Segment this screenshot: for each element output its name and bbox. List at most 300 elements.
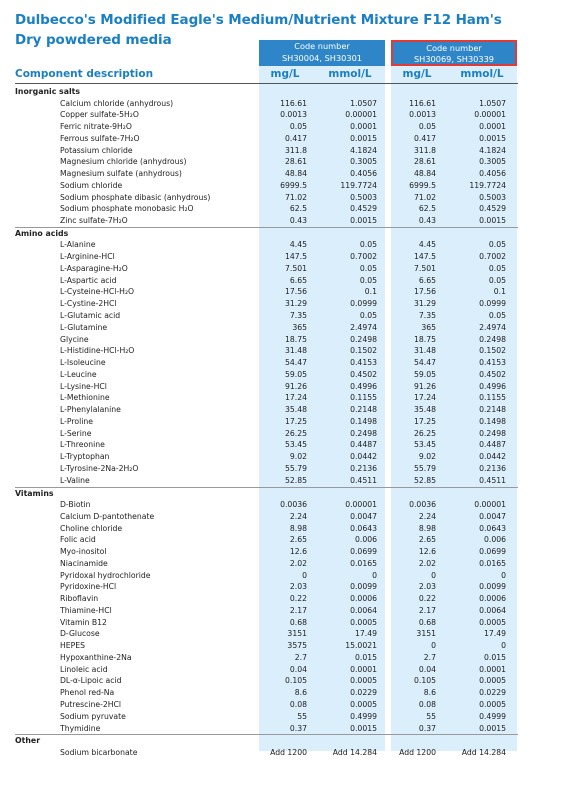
mg-value-2: 0.37 [418, 723, 436, 733]
table-row [0, 605, 561, 617]
mg-value-1: 0.04 [289, 664, 307, 674]
mmol-value-1: 0.0064 [350, 605, 377, 615]
mg-value-2: 17.56 [413, 287, 436, 297]
mmol-value-2: 2.4974 [479, 322, 506, 332]
mg-value-1: 4.45 [289, 240, 307, 250]
mmol-value-2: 0.0999 [479, 299, 506, 309]
table-row [0, 523, 561, 535]
mg-value-1: 311.8 [284, 145, 307, 155]
table-row [0, 322, 561, 334]
mg-value-1: 12.6 [289, 547, 307, 557]
mmol-value-2: 0 [501, 570, 506, 580]
mmol-value-2: 0.4529 [479, 204, 506, 214]
table-row [0, 357, 561, 369]
mmol-value-2: 0.1155 [479, 393, 506, 403]
table-row [0, 581, 561, 593]
component-name: L-Tyrosine-2Na-2H₂O [60, 463, 139, 473]
group-name: Inorganic salts [15, 87, 80, 96]
table-row [0, 286, 561, 298]
mg-value-2: 6.65 [418, 275, 436, 285]
table-row [0, 133, 561, 145]
mmol-value-2: 0.00001 [474, 110, 506, 120]
mmol-value-1: 0.4502 [350, 369, 377, 379]
mmol-value-2: 0.05 [488, 263, 506, 273]
component-name: L-Arginine-HCl [60, 252, 115, 262]
mg-value-1: 365 [292, 322, 307, 332]
mg-value-2: 2.65 [418, 535, 436, 545]
table-row [0, 203, 561, 215]
component-name: L-Isoleucine [60, 358, 106, 368]
component-name: L-Alanine [60, 240, 96, 250]
table-row [0, 699, 561, 711]
component-name: Sodium phosphate dibasic (anhydrous) [60, 192, 211, 202]
mmol-value-1: 0.1155 [350, 393, 377, 403]
header-rule [15, 83, 518, 84]
table-row [0, 98, 561, 110]
mmol-value-2: 0.0001 [479, 122, 506, 132]
mg-value-2: 52.85 [413, 475, 436, 485]
mmol-value-1: 0.2136 [350, 463, 377, 473]
component-name: Copper sulfate-5H₂O [60, 110, 139, 120]
component-name: Pyridoxal hydrochloride [60, 570, 151, 580]
mmol-value-2: 0.0006 [479, 594, 506, 604]
mmol-value-1: 0.4529 [350, 204, 377, 214]
table-row [0, 263, 561, 275]
mmol-value-2: 0.0229 [479, 688, 506, 698]
mg-value-1: 2.03 [289, 582, 307, 592]
table-row [0, 392, 561, 404]
mmol-value-1: 0.00001 [345, 500, 377, 509]
table-row [0, 298, 561, 310]
mmol-value-2: 0.00001 [474, 500, 506, 509]
mg-value-1: 91.26 [284, 381, 307, 391]
component-name: L-Lysine-HCl [60, 381, 107, 391]
mg-value-1: 147.5 [284, 252, 307, 262]
mg-value-2: 116.61 [409, 98, 436, 108]
mg-value-1: 26.25 [284, 428, 307, 438]
mg-value-2: 2.02 [418, 558, 436, 568]
mg-value-2: 91.26 [413, 381, 436, 391]
table-row [0, 475, 561, 487]
component-name: Linoleic acid [60, 664, 108, 674]
mmol-value-1: 0.0001 [350, 664, 377, 674]
mmol-value-2: 0.006 [483, 535, 506, 545]
mmol-value-2: 0.0015 [479, 723, 506, 733]
mmol-value-2: 0.0699 [479, 547, 506, 557]
mg-value-2: 0.05 [418, 122, 436, 132]
mmol-value-1: 0.006 [354, 535, 377, 545]
mmol-value-1: 0.4056 [350, 169, 377, 179]
mmol-value-1: 0.05 [359, 311, 377, 321]
mg-value-2: 7.501 [413, 263, 436, 273]
mmol-value-1: Add 14.284 [332, 747, 377, 757]
table-row [0, 192, 561, 204]
mmol-value-2: 0.0005 [479, 676, 506, 686]
mmol-value-2: 0.0643 [479, 523, 506, 533]
mmol-value-2: 119.7724 [469, 180, 506, 190]
mg-value-1: Add 1200 [270, 747, 307, 757]
mg-value-1: 2.24 [289, 511, 307, 521]
table-row [0, 180, 561, 192]
mmol-value-1: 0.2498 [350, 334, 377, 344]
mmol-value-2: 0.05 [488, 240, 506, 250]
mg-value-1: 0.08 [289, 700, 307, 710]
mg-value-1: 0.22 [289, 594, 307, 604]
mg-value-1: 31.29 [284, 299, 307, 309]
mmol-value-1: 0.0229 [350, 688, 377, 698]
code-number-header-2 [391, 40, 517, 66]
table-row [0, 664, 561, 676]
table-row [0, 617, 561, 629]
mmol-value-1: 0.4996 [350, 381, 377, 391]
mmol-value-2: 0.4996 [479, 381, 506, 391]
mg-value-2: 4.45 [418, 240, 436, 250]
mg-value-2: 71.02 [413, 192, 436, 202]
mmol-value-2: 0.5003 [479, 192, 506, 202]
mg-value-1: 2.65 [289, 535, 307, 545]
mg-value-1: 6999.5 [280, 180, 307, 190]
mmol-value-1: 0.05 [359, 275, 377, 285]
mg-value-1: 17.56 [284, 287, 307, 297]
component-name: L-Proline [60, 416, 93, 426]
mg-value-2: 28.61 [413, 157, 436, 167]
mmol-value-1: 0.4153 [350, 358, 377, 368]
component-name: L-Phenylalanine [60, 405, 121, 415]
component-name: Folic acid [60, 535, 96, 545]
table-row [0, 381, 561, 393]
component-name: Choline chloride [60, 523, 123, 533]
code-number-header-1 [259, 40, 385, 66]
mmol-value-1: 0.0015 [350, 133, 377, 143]
mg-value-1: 52.85 [284, 475, 307, 485]
component-name: Sodium chloride [60, 180, 123, 190]
mmol-value-1: 0.5003 [350, 192, 377, 202]
group-heading [0, 488, 561, 500]
mmol-value-2: 0.3005 [479, 157, 506, 167]
mg-value-2: 7.35 [418, 311, 436, 321]
component-name: Thymidine [60, 723, 101, 733]
mmol-value-2: 0.015 [483, 652, 506, 662]
mg-value-2: 0 [431, 570, 436, 580]
mmol-value-1: 0.4487 [350, 440, 377, 450]
table-row [0, 499, 561, 511]
mg-value-2: 3151 [416, 629, 436, 639]
group-heading [0, 735, 561, 747]
table-row [0, 239, 561, 251]
table-row [0, 463, 561, 475]
table-row [0, 439, 561, 451]
component-name: L-Histidine-HCl-H₂O [60, 346, 135, 356]
mg-value-1: 6.65 [289, 275, 307, 285]
mmol-value-2: 0.4153 [479, 358, 506, 368]
mmol-value-2: 0.1 [493, 287, 506, 297]
component-name: L-Asparagine-H₂O [60, 263, 128, 273]
mmol-value-1: 0.0099 [350, 582, 377, 592]
table-row [0, 593, 561, 605]
component-name: Sodium phosphate monobasic H₂O [60, 204, 194, 214]
mmol-value-2: 0.05 [488, 275, 506, 285]
component-name: Phenol red-Na [60, 688, 115, 698]
mg-value-1: 0.43 [289, 216, 307, 226]
mmol-value-2: 0.4487 [479, 440, 506, 450]
component-name: L-Leucine [60, 369, 97, 379]
mg-value-1: 0.0036 [280, 500, 307, 509]
mmol-value-1: 0.0005 [350, 676, 377, 686]
mmol-value-2: Add 14.284 [461, 747, 506, 757]
mmol-value-2: 0.7002 [479, 252, 506, 262]
mg-value-2: 35.48 [413, 405, 436, 415]
mg-value-1: 28.61 [284, 157, 307, 167]
table-row [0, 723, 561, 735]
mmol-value-1: 0.0643 [350, 523, 377, 533]
mmol-value-2: 0.4511 [479, 475, 506, 485]
mmol-value-2: 0.1502 [479, 346, 506, 356]
table-row [0, 687, 561, 699]
mg-value-2: 0.0036 [409, 500, 436, 509]
code-values: SH30069, SH30339 [413, 53, 494, 64]
mmol-value-1: 0.4511 [350, 475, 377, 485]
mg-value-1: 48.84 [284, 169, 307, 179]
mg-header-2: mg/L [402, 68, 432, 80]
mmol-value-1: 0.2148 [350, 405, 377, 415]
mg-value-2: 2.17 [418, 605, 436, 615]
mg-value-1: 59.05 [284, 369, 307, 379]
mg-value-2: 55 [426, 711, 436, 721]
mg-value-2: 62.5 [418, 204, 436, 214]
component-name: Potassium chloride [60, 145, 133, 155]
component-name: L-Methionine [60, 393, 110, 403]
component-name: Sodium bicarbonate [60, 747, 138, 757]
mmol-value-2: 0.0047 [479, 511, 506, 521]
mmol-value-2: 0.0064 [479, 605, 506, 615]
group-name: Amino acids [15, 228, 69, 238]
mg-value-1: 31.48 [284, 346, 307, 356]
mmol-header-1: mmol/L [328, 68, 372, 80]
mmol-value-1: 4.1824 [350, 145, 377, 155]
mg-value-2: 2.03 [418, 582, 436, 592]
mg-value-2: 31.48 [413, 346, 436, 356]
mg-value-1: 17.24 [284, 393, 307, 403]
mmol-value-1: 0 [372, 570, 377, 580]
component-name: Putrescine-2HCl [60, 700, 122, 710]
component-name: Ferrous sulfate-7H₂O [60, 133, 140, 143]
mg-value-2: 18.75 [413, 334, 436, 344]
mmol-value-2: 0.2498 [479, 428, 506, 438]
mg-value-1: 2.7 [294, 652, 307, 662]
table-row [0, 652, 561, 664]
mg-value-2: 31.29 [413, 299, 436, 309]
mg-header-1: mg/L [270, 68, 300, 80]
mg-value-2: 0.68 [418, 617, 436, 627]
table-row [0, 416, 561, 428]
mmol-value-1: 0.0047 [350, 511, 377, 521]
mg-value-1: 116.61 [280, 98, 307, 108]
mg-value-2: 0.105 [413, 676, 436, 686]
mg-value-2: 26.25 [413, 428, 436, 438]
mg-value-2: 0.08 [418, 700, 436, 710]
table-row [0, 404, 561, 416]
mmol-value-2: 0.4502 [479, 369, 506, 379]
table-row [0, 109, 561, 121]
mg-value-2: 2.7 [423, 652, 436, 662]
mmol-value-2: 0.0015 [479, 216, 506, 226]
mg-value-1: 53.45 [284, 440, 307, 450]
mg-value-1: 55 [297, 711, 307, 721]
table-row [0, 168, 561, 180]
component-name: Magnesium sulfate (anhydrous) [60, 169, 182, 179]
mg-value-1: 0 [302, 570, 307, 580]
mmol-value-2: 0.0005 [479, 617, 506, 627]
mmol-value-2: 0.0165 [479, 558, 506, 568]
mg-value-1: 8.98 [289, 523, 307, 533]
mg-value-2: 9.02 [418, 452, 436, 462]
mmol-value-1: 119.7724 [340, 180, 377, 190]
mg-value-1: 7.35 [289, 311, 307, 321]
table-row [0, 628, 561, 640]
mg-value-2: 365 [421, 322, 436, 332]
mg-value-2: 0.417 [413, 133, 436, 143]
title-line-1: Dulbecco's Modified Eagle's Medium/Nutrient Mixture F12 Ham's [15, 12, 502, 28]
mmol-value-2: 4.1824 [479, 145, 506, 155]
mg-value-1: 0.105 [284, 676, 307, 686]
mg-value-1: 0.05 [289, 122, 307, 132]
mmol-value-1: 0.1 [364, 287, 377, 297]
table-row [0, 275, 561, 287]
component-name: Thiamine-HCl [60, 605, 112, 615]
title-line-2: Dry powdered media [15, 32, 172, 48]
mg-value-2: 17.24 [413, 393, 436, 403]
component-name: Glycine [60, 334, 89, 344]
table-row [0, 570, 561, 582]
mmol-value-1: 0.7002 [350, 252, 377, 262]
mmol-value-2: 0.0005 [479, 700, 506, 710]
component-name: HEPES [60, 641, 86, 651]
table-row [0, 251, 561, 263]
table-row [0, 534, 561, 546]
mmol-value-2: 0.2136 [479, 463, 506, 473]
table-row [0, 156, 561, 168]
table-row [0, 215, 561, 227]
table-row [0, 747, 561, 759]
mg-value-1: 17.25 [284, 416, 307, 426]
component-name: L-Tryptophan [60, 452, 110, 462]
mmol-value-1: 0.015 [354, 652, 377, 662]
mmol-value-1: 0.4999 [350, 711, 377, 721]
mmol-value-2: 0.0099 [479, 582, 506, 592]
mmol-value-2: 0.1498 [479, 416, 506, 426]
mg-value-1: 2.02 [289, 558, 307, 568]
group-heading [0, 86, 561, 98]
component-name: D-Biotin [60, 500, 91, 509]
mg-value-2: 0 [431, 641, 436, 651]
mmol-value-1: 0.0699 [350, 547, 377, 557]
component-name: Hypoxanthine-2Na [60, 652, 132, 662]
table-row [0, 546, 561, 558]
code-label: Code number [426, 43, 482, 53]
component-name: Sodium pyruvate [60, 711, 126, 721]
mmol-value-1: 0.0001 [350, 122, 377, 132]
component-table [0, 86, 561, 759]
component-name: L-Threonine [60, 440, 105, 450]
component-name: Riboflavin [60, 594, 99, 604]
mg-value-2: 17.25 [413, 416, 436, 426]
mg-value-1: 35.48 [284, 405, 307, 415]
mmol-value-1: 0.0999 [350, 299, 377, 309]
mmol-value-1: 0.05 [359, 263, 377, 273]
mmol-value-1: 0.0015 [350, 723, 377, 733]
mmol-header-2: mmol/L [460, 68, 504, 80]
code-values: SH30004, SH30301 [281, 52, 362, 63]
mg-value-1: 55.79 [284, 463, 307, 473]
component-name: Myo-inositol [60, 547, 107, 557]
mg-value-2: 0.43 [418, 216, 436, 226]
mg-value-1: 54.47 [284, 358, 307, 368]
mg-value-1: 8.6 [294, 688, 307, 698]
component-name: Vitamin B12 [60, 617, 107, 627]
mmol-value-2: 0 [501, 641, 506, 651]
component-name: Niacinamide [60, 558, 108, 568]
component-name: Calcium chloride (anhydrous) [60, 98, 174, 108]
mmol-value-1: 0.0165 [350, 558, 377, 568]
mmol-value-1: 0.0005 [350, 700, 377, 710]
mmol-value-1: 17.49 [354, 629, 377, 639]
code-label: Code number [294, 41, 350, 51]
mmol-value-1: 0.0006 [350, 594, 377, 604]
mmol-value-1: 1.0507 [350, 98, 377, 108]
mg-value-2: 12.6 [418, 547, 436, 557]
group-name: Other [15, 736, 41, 746]
mg-value-2: 2.24 [418, 511, 436, 521]
mmol-value-1: 0.00001 [345, 110, 377, 120]
component-name: L-Cystine-2HCl [60, 299, 117, 309]
mg-value-2: 8.98 [418, 523, 436, 533]
table-row [0, 121, 561, 133]
table-row [0, 451, 561, 463]
mmol-value-1: 0.0015 [350, 216, 377, 226]
group-heading [0, 228, 561, 240]
mg-value-2: 53.45 [413, 440, 436, 450]
mmol-value-1: 2.4974 [350, 322, 377, 332]
mmol-value-2: 0.0001 [479, 664, 506, 674]
mmol-value-2: 0.2148 [479, 405, 506, 415]
component-name: D-Glucose [60, 629, 100, 639]
mmol-value-1: 0.3005 [350, 157, 377, 167]
mmol-value-2: 0.0442 [479, 452, 506, 462]
component-name: Zinc sulfate-7H₂O [60, 216, 128, 226]
mg-value-1: 3575 [287, 641, 307, 651]
table-row [0, 369, 561, 381]
mmol-value-1: 0.0442 [350, 452, 377, 462]
mg-value-1: 0.417 [284, 133, 307, 143]
mg-value-2: 0.22 [418, 594, 436, 604]
mg-value-1: 0.68 [289, 617, 307, 627]
mg-value-2: 59.05 [413, 369, 436, 379]
table-row [0, 428, 561, 440]
mmol-value-1: 0.05 [359, 240, 377, 250]
mmol-value-1: 15.0021 [345, 641, 377, 651]
mg-value-2: 55.79 [413, 463, 436, 473]
component-name: Magnesium chloride (anhydrous) [60, 157, 187, 167]
mg-value-1: 0.0013 [280, 110, 307, 120]
table-row [0, 640, 561, 652]
mg-value-2: 311.8 [413, 145, 436, 155]
mg-value-2: 8.6 [423, 688, 436, 698]
mmol-value-2: 0.4056 [479, 169, 506, 179]
mmol-value-1: 0.2498 [350, 428, 377, 438]
table-row [0, 310, 561, 322]
mg-value-1: 18.75 [284, 334, 307, 344]
component-name: Calcium D-pantothenate [60, 511, 155, 521]
